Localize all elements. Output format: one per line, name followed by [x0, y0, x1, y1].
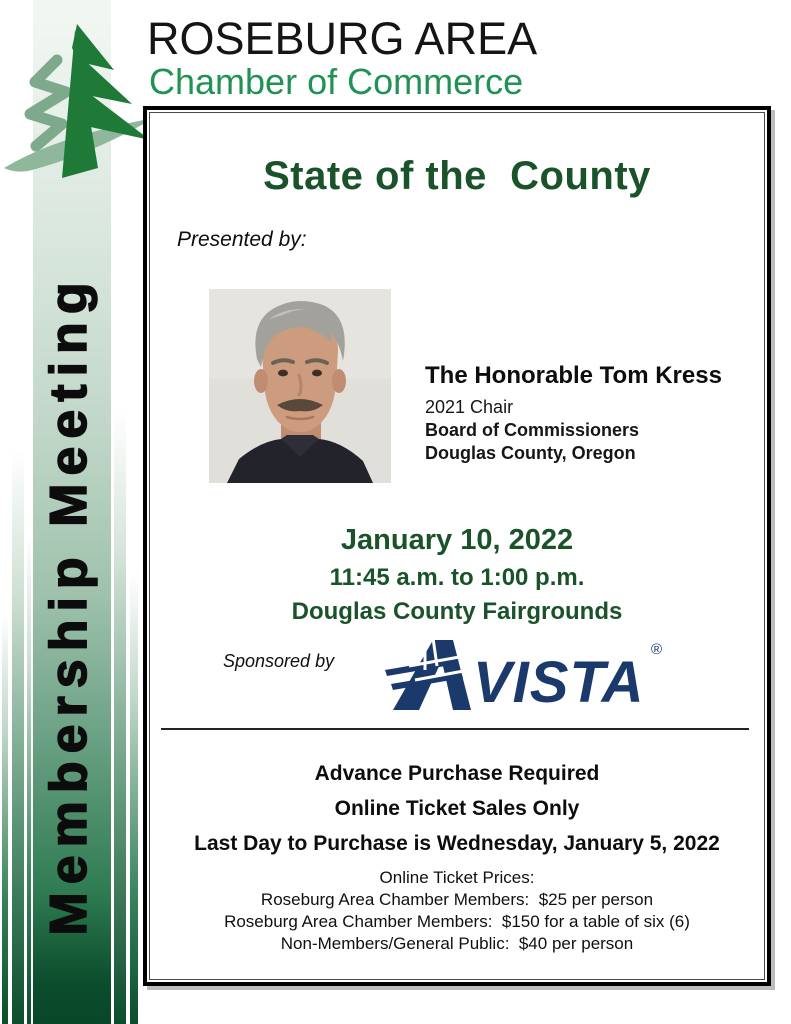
speaker-organization: Board of Commissioners — [425, 419, 640, 440]
speaker-location: Douglas County, Oregon — [425, 442, 636, 463]
purchase-line3: Last Day to Purchase is Wednesday, January 5, 2022 — [194, 832, 720, 855]
flyer-content-box — [143, 106, 771, 986]
purchase-info — [147, 756, 767, 861]
price-line-non-members: Non-Members/General Public: $40 per person — [280, 934, 634, 953]
membership-meeting-vertical-text: Membership Meeting — [40, 274, 98, 936]
avista-wordmark: VISTA — [473, 650, 645, 714]
speaker-name: The Honorable Tom Kress — [425, 362, 722, 389]
avista-sponsor-logo — [385, 636, 669, 714]
section-divider — [161, 728, 749, 730]
org-name-line2: Chamber of Commerce — [149, 61, 524, 102]
purchase-line1: Advance Purchase Required — [314, 762, 600, 785]
speaker-photo — [209, 289, 391, 483]
event-date: January 10, 2022 — [340, 524, 574, 556]
price-line-members-person: Roseburg Area Chamber Members: $25 per person — [260, 890, 654, 909]
speaker-role: 2021 Chair — [425, 396, 514, 417]
flyer-title: State of the County — [263, 154, 651, 198]
org-name-line1: ROSEBURG AREA — [147, 13, 538, 64]
speaker-block — [425, 361, 722, 465]
event-details — [147, 524, 767, 626]
registered-trademark-symbol: ® — [651, 641, 663, 658]
chamber-tree-logo-icon — [2, 8, 160, 198]
purchase-line2: Online Ticket Sales Only — [334, 797, 580, 820]
ticket-prices-heading: Online Ticket Prices: — [379, 868, 535, 887]
price-line-members-table: Roseburg Area Chamber Members: $150 for a table of six (6) — [224, 912, 690, 931]
sponsored-by-label: Sponsored by — [223, 651, 335, 671]
org-name — [147, 13, 538, 102]
presented-by-label: Presented by: — [177, 228, 307, 251]
event-venue: Douglas County Fairgrounds — [291, 598, 623, 625]
ticket-prices — [147, 867, 767, 955]
event-time: 11:45 a.m. to 1:00 p.m. — [329, 564, 585, 591]
